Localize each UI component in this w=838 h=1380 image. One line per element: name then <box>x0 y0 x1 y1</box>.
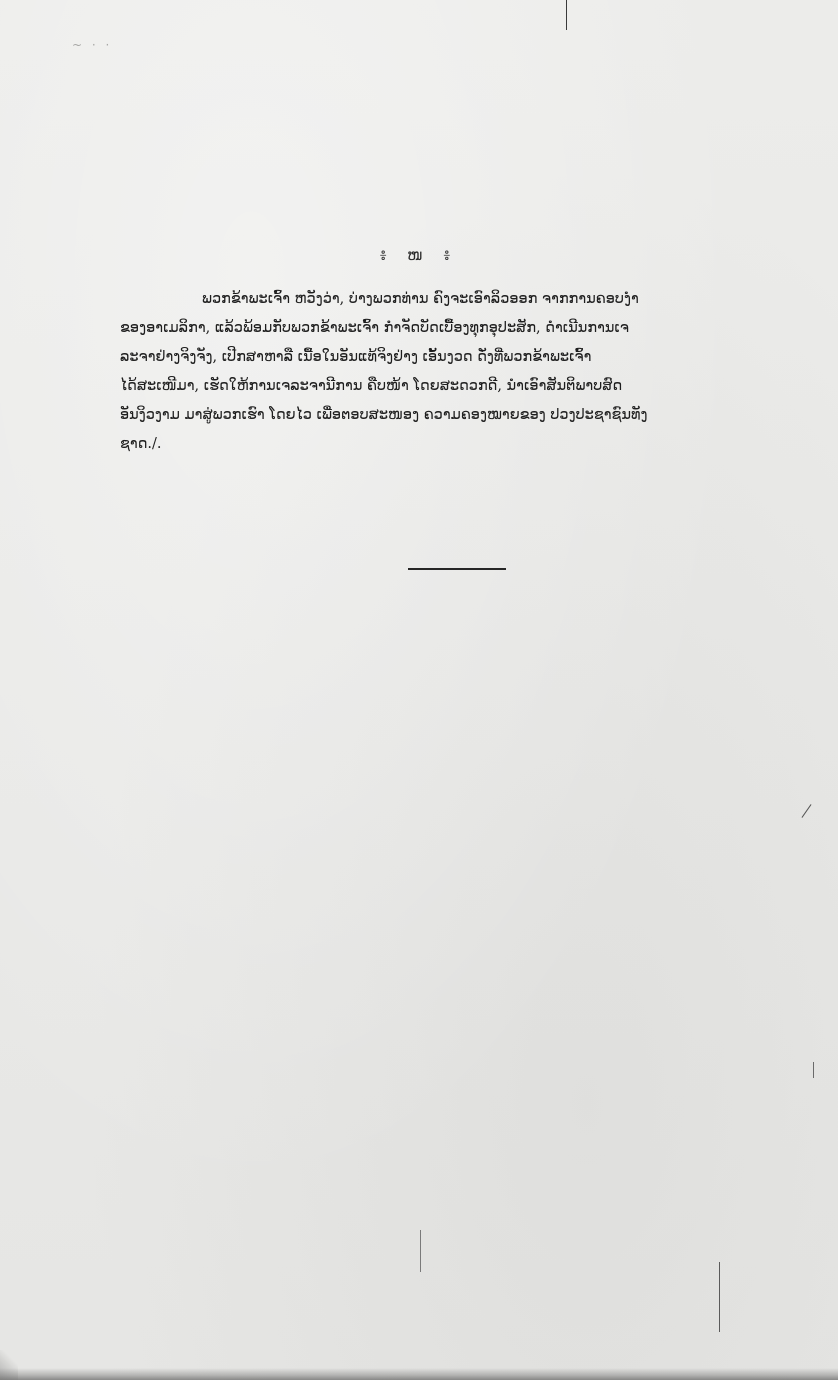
scan-corner-shadow <box>0 1350 18 1380</box>
body-paragraph <box>120 285 732 459</box>
scan-bottom-edge <box>0 1368 838 1380</box>
paragraph-line: ອັນງິວງາມ ມາສູ່ພວກເຮົາ ໂດຍໄວ ເພື່ອຕອບສະໜອງ ຄວາມຄອງໝາຍຂອງ ປວງປະຊາຊົນທັງ <box>120 407 648 423</box>
closing-divider-rule <box>408 568 506 570</box>
page-number: ៖ ໜ ៖ <box>379 246 459 264</box>
margin-slash-mark <box>802 804 812 818</box>
right-margin-tick <box>813 1062 814 1078</box>
bottom-margin-tick-left <box>420 1230 421 1272</box>
paragraph-line: ຂອງອາເມລິກາ, ແລ້ວພ້ອມກັບພວກຂ້າພະເຈົ້າ ກຳຈັດບັດເບື້ອງທຸກອຸປະສັກ, ດຳເນີນການເຈ <box>120 320 629 336</box>
top-margin-tick <box>566 0 567 30</box>
bottom-margin-tick-right <box>719 1262 720 1332</box>
paragraph-line: ພວກຂ້າພະເຈົ້າ ຫວັງວ່າ, ບ່າງພວກທ່ານ ຄົງຈະເອົາລິວອອກ ຈາກການຄອບງຳ <box>202 291 639 307</box>
paragraph-line: ໄດ້ສະເໜີມາ, ເຮັດໃຫ້ການເຈລະຈານີການ ຄືບໜ້າ ໂດຍສະດວກດີ, ນຳເອົາສັນຕິພາບສົດ <box>120 378 623 394</box>
paragraph-line: ຊາດ./. <box>120 436 162 452</box>
paragraph-line: ລະຈາຢ່າງຈິງຈັງ, ເປີກສາຫາລື ເນື້ອໃນອັນແທ້ຈິງຢ່າງ ເອັ້ນງວດ ດັ່ງທີ່ພວກຂ້າພະເຈົ້າ <box>120 349 592 365</box>
corner-scan-mark: ~ · · <box>72 38 113 52</box>
